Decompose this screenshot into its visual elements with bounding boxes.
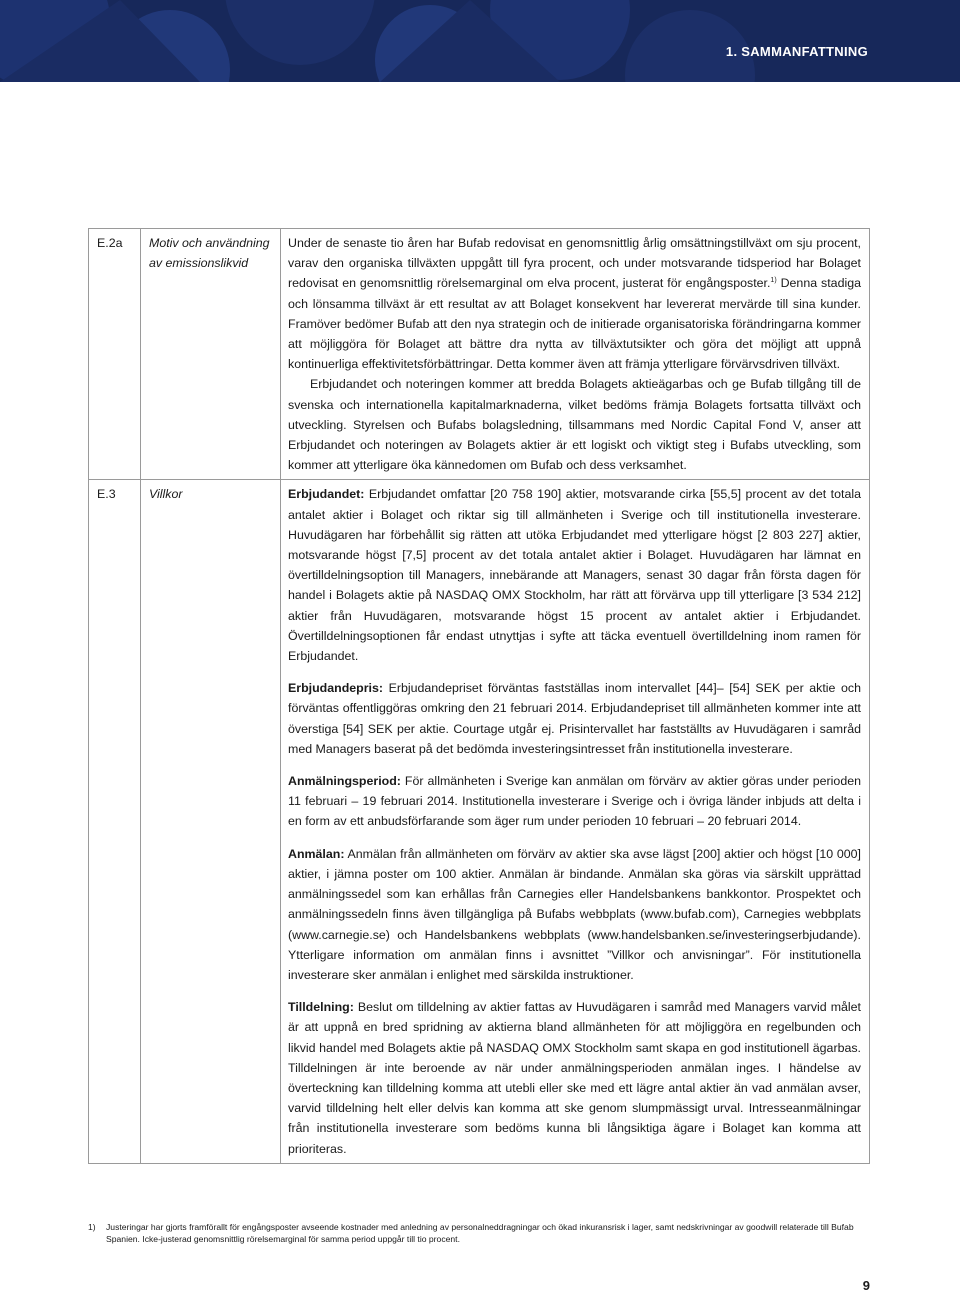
block-heading: Anmälningsperiod:: [288, 774, 401, 789]
header-band: [0, 0, 960, 82]
paragraph-text: Denna stadiga och lönsamma tillväxt är ett resultat av att Bolaget konsekvent har levererat mervärde till sina kunder. Framöver bedömer Bufab att den nya strategin och de initierade organisatoriska förändringarna kommer att möjliggöra för Bolaget att bättre dra nytta av tillväxtutsikter och göra det möjligt att uppnå kontinuerliga effektivitetsförbättringar. Detta kommer även att främja ytterligare förvärvsdriven tillväxt.: [288, 276, 861, 372]
section-title: 1. SAMMANFATTNING: [725, 44, 868, 59]
page-number: 9: [862, 1278, 870, 1291]
block-text: Erbjudandet omfattar [20 758 190] aktier, motsvarande cirka [55,5] procent av det totala antalet aktier i Bolaget och riktar sig till allmänheten i Sverige och till institutionella investerare. Huvudägaren har förbehållit sig rätten att utöka Erbjudandet med ytterligare högst [2 803 227] aktier, motsvarande högst [7,5] procent av det totala antalet aktier i Bolaget. Huvudägaren har lämnat en övertilldelningsoption till Managers, innebärande att Managers, senast 30 dagar från första dagen för handel i Bolagets aktie på NASDAQ OMX Stockholm, har rätt att förvärva upp till ytterligare [3 534 212] aktier från Huvudägaren, motsvarande högst 15 procent av antalet aktier i Erbjudandet. Övertilldelningsoptionen får endast utnyttjas i syfte att täcka eventuell övertilldelning inom ramen för Erbjudandet.: [288, 487, 861, 664]
row-label: Villkor: [141, 480, 281, 1163]
footnote-reference[interactable]: 1): [770, 277, 777, 285]
block-text: Beslut om tilldelning av aktier fattas av Huvudägaren i samråd med Managers varvid målet är att uppnå en bred spridning av aktierna bland allmänheten för att möjliggöra en regelbunden och likvid handel med Bolagets aktie på NASDAQ OMX Stockholm samt skapa en god institutionell ägarbas. Tilldelningen är inte beroende av när under anmälningsperioden anmälan inges. I händelse av överteckning kan tilldelning komma att utebli eller ske med ett lägre antal aktier än vad anmälan avser, varvid tilldelning helt eller delvis kan komma att ske genom slumpmässigt urval. Intresseanmälningar från institutionella investerare som bedöms kunna bli långsiktiga ägare i Bolaget kan komma att prioriteras.: [288, 1000, 861, 1156]
block-heading: Erbjudandepris:: [288, 681, 384, 696]
footnote-mark: 1): [88, 1222, 96, 1232]
row-code: E.3: [89, 480, 141, 1163]
block-text: Erbjudandepriset förväntas fastställas inom intervallet [44]– [54] SEK per aktie och förväntas offentliggöras omkring den 21 februari 2014. Erbjudandepriset till allmänheten kommer inte att överstiga [54] SEK per aktie. Courtage utgår ej. Prisintervallet har fastställts av Huvudägaren i samråd med Managers baserat på det bedömda investeringsintresset från institutionella investerare.: [288, 681, 861, 756]
block-text: Anmälan från allmänheten om förvärv av aktier ska avse lägst [200] aktier och högst [10 000] aktier, i jämna poster om 100 aktier. Anmälan är bindande. Anmälan ska göras via särskilt upprättad anmälningssedel som kan erhållas från Carnegies eller Handelsbankens bankkontor. Prospektet och anmälningssedeln finns även tillgängliga på Bufabs webbplats (www.bufab.com), Carnegies webbplats (www.carnegie.se) och Handelsbankens webbplats (www.handelsbanken.se/investeringserbjudande). Ytterligare information om anmälan finns i avsnittet ”Villkor och anvisningar”. För institutionella investerare sker anmälan i enlighet med särskilda instruktioner.: [288, 846, 861, 982]
terms-block-anmalan: [288, 844, 861, 985]
row-content: [281, 229, 870, 480]
footnote-text: Justeringar har gjorts framförallt för engångsposter avseende kostnader med anledning av personalneddragningar och ökad inkuransrisk i lager, samt nedskrivningar av goodwill relaterade till Bufab Spanien. Icke-justerad genomsnittlig rörelsemarginal för samma period uppgår till tio procent.: [106, 1222, 854, 1244]
row-label: Motiv och användning av emissionslikvid: [141, 229, 281, 480]
block-heading: Erbjudandet:: [288, 487, 365, 502]
paragraph: [288, 233, 861, 374]
block-text: För allmänheten i Sverige kan anmälan om förvärv av aktier göras under perioden 11 februari – 19 februari 2014. Institutionella investerare i Sverige och i övriga länder inbjuds att delta i en form av ett anbudsförfarande som äger rum under perioden 10 februari – 20 februari 2014.: [288, 774, 861, 829]
row-content: [281, 480, 870, 1163]
paragraph: Erbjudandet och noteringen kommer att bredda Bolagets aktieägarbas och ge Bufab tillgång till de svenska och internationella kapitalmarknaderna, vilket bedöms främja Bolagets fortsatta tillväxt och utveckling. Styrelsen och Bufabs bolagsledning, tillsammans med Nordic Capital Fond V, anser att Erbjudandet och noteringen av Bolagets aktier är ett logiskt och viktigt steg i Bufabs utveckling, som kommer att ytterligare öka kännedomen om Bufab och dess verksamhet.: [288, 377, 861, 473]
block-heading: Tilldelning:: [288, 1000, 354, 1015]
terms-block-erbjudandet: [288, 484, 861, 666]
summary-table: [88, 228, 870, 1164]
table-row-e2a: [89, 229, 870, 480]
paragraph-text: Under de senaste tio åren har Bufab redovisat en genomsnittlig årlig omsättningstillväxt om sju procent, varav den organiska tillväxten uppgått till fyra procent, och under motsvarande tidsperiod har Bolaget redovisat en genomsnittlig rörelsemarginal om elva procent, justerat för engångsposter.: [288, 236, 861, 291]
terms-block-erbjudandepris: [288, 678, 861, 759]
block-heading: Anmälan:: [288, 846, 345, 861]
row-code: E.2a: [89, 229, 141, 480]
footnote: [88, 1222, 878, 1245]
terms-block-anmalningsperiod: [288, 771, 861, 832]
decorative-pattern-icon: [0, 0, 960, 82]
table-row-e3: [89, 480, 870, 1163]
terms-block-tilldelning: [288, 997, 861, 1159]
